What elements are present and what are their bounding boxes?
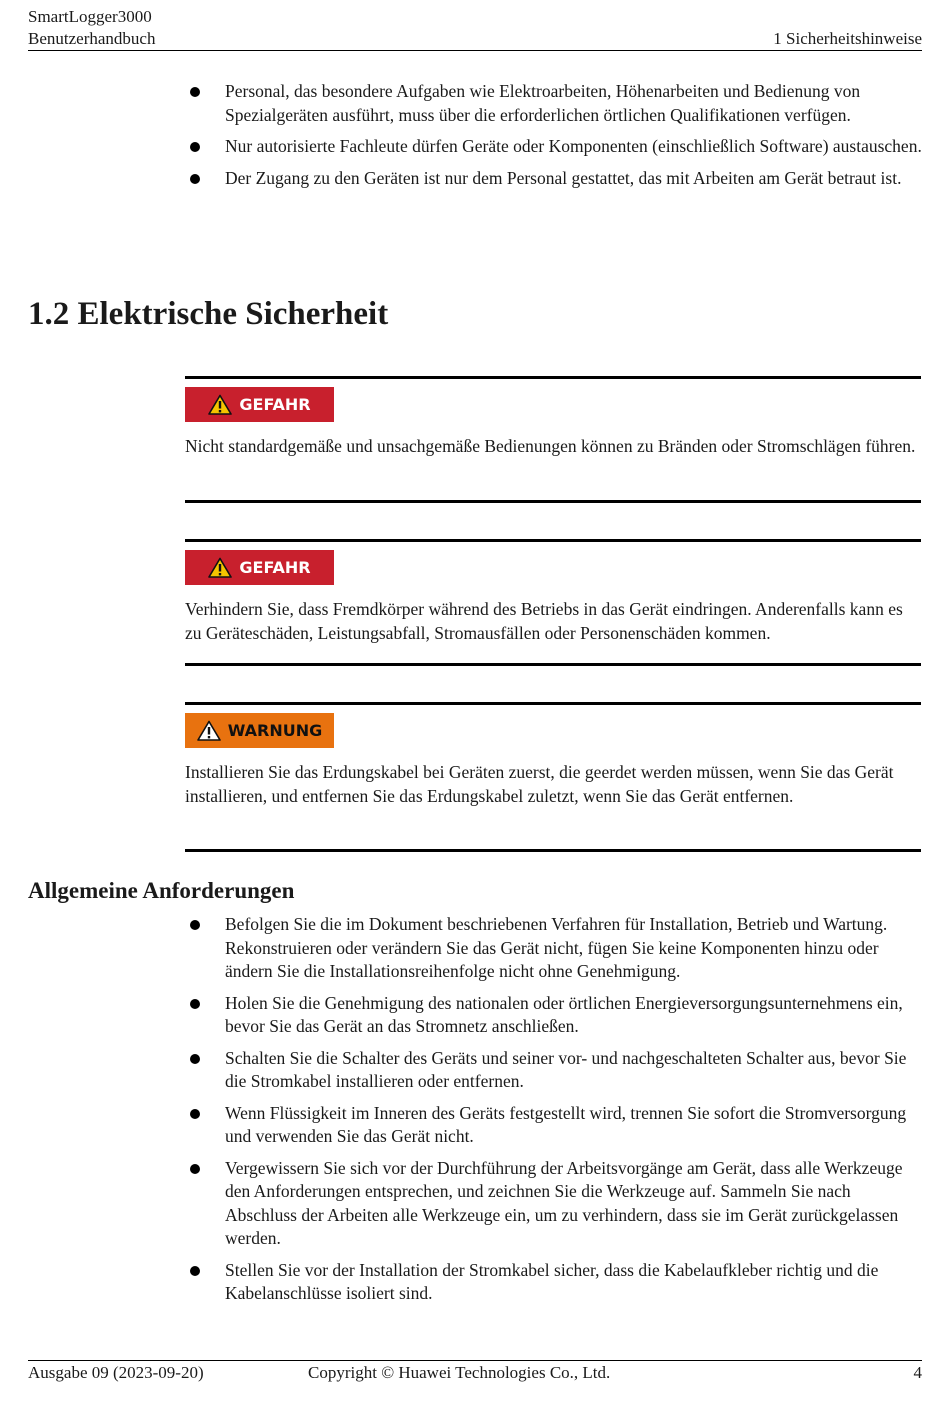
danger-notice <box>185 376 921 503</box>
footer-edition: Ausgabe 09 (2023-09-20) <box>28 1363 204 1382</box>
notice-level: WARNUNG <box>227 721 323 740</box>
notice-text: Nicht standardgemäße und unsachgemäße Bedienungen können zu Bränden oder Stromschlägen führen. <box>185 436 916 456</box>
list-item: Nur autorisierte Fachleute dürfen Geräte oder Komponenten (einschließlich Software) austauschen. <box>185 135 925 159</box>
bullet-icon <box>190 1109 200 1119</box>
bullet-icon <box>190 142 200 152</box>
bullet-icon <box>190 174 200 184</box>
notice-level: GEFAHR <box>239 395 311 414</box>
list-item: Schalten Sie die Schalter des Geräts und seiner vor- und nachgeschalteten Schalter aus, bevor Sie die Stromkabel installieren oder entfernen. <box>185 1047 925 1094</box>
danger-badge <box>185 550 334 585</box>
intro-bullet-list <box>185 80 925 198</box>
warning-badge <box>185 713 334 748</box>
notice-level: GEFAHR <box>239 558 311 577</box>
warning-notice <box>185 702 921 852</box>
bullet-icon <box>190 920 200 930</box>
bullet-icon <box>190 1266 200 1276</box>
header-product: SmartLogger3000 <box>28 7 152 26</box>
danger-notice <box>185 539 921 666</box>
list-item: Der Zugang zu den Geräten ist nur dem Personal gestattet, das mit Arbeiten am Gerät betraut ist. <box>185 167 925 191</box>
list-item: Personal, das besondere Aufgaben wie Elektroarbeiten, Höhenarbeiten und Bedienung von Spezialgeräten ausführt, muss über die erforderlichen örtlichen Qualifikationen verfügen. <box>185 80 925 127</box>
footer-copyright: Copyright © Huawei Technologies Co., Ltd. <box>308 1363 611 1382</box>
notice-text: Installieren Sie das Erdungskabel bei Geräten zuerst, die geerdet werden müssen, wenn Sie das Gerät installieren, und entfernen Sie das Erdungskabel zuletzt, wenn Sie das Gerät entfernen. <box>185 762 894 806</box>
page-header <box>28 6 922 51</box>
list-item: Holen Sie die Genehmigung des nationalen oder örtlichen Energieversorgungsunternehmens ein, bevor Sie das Gerät an das Stromnetz anschließen. <box>185 992 925 1039</box>
bullet-icon <box>190 1054 200 1064</box>
header-doc-type: Benutzerhandbuch <box>28 29 156 48</box>
subsection-title: Allgemeine Anforderungen <box>28 878 295 903</box>
page-footer <box>28 1360 922 1391</box>
warning-triangle-icon <box>208 394 232 415</box>
danger-badge <box>185 387 334 422</box>
bullet-icon <box>190 87 200 97</box>
header-chapter: 1 Sicherheitshinweise <box>773 29 922 48</box>
list-item: Vergewissern Sie sich vor der Durchführung der Arbeitsvorgänge am Gerät, dass alle Werkzeuge den Anforderungen entsprechen, und zeichnen Sie die Werkzeuge auf. Sammeln Sie nach Abschluss der Arbeiten alle Werkzeuge ein, um zu verhindern, dass sie im Gerät zurückgelassen werden. <box>185 1157 925 1251</box>
list-item: Wenn Flüssigkeit im Inneren des Geräts festgestellt wird, trennen Sie sofort die Stromversorgung und verwenden Sie das Gerät nicht. <box>185 1102 925 1149</box>
bullet-icon <box>190 999 200 1009</box>
notice-text: Verhindern Sie, dass Fremdkörper während des Betriebs in das Gerät eindringen. Anderenfalls kann es zu Geräteschäden, Leistungsabfall, Stromausfällen oder Personenschäden kommen. <box>185 599 903 643</box>
list-item: Befolgen Sie die im Dokument beschriebenen Verfahren für Installation, Betrieb und Wartung. Rekonstruieren oder verändern Sie das Gerät nicht, fügen Sie keine Komponenten hinzu oder ändern Sie die Installationsreihenfolge nicht ohne Genehmigung. <box>185 913 925 984</box>
requirements-list <box>185 913 925 1314</box>
page-number: 4 <box>913 1363 922 1382</box>
bullet-icon <box>190 1164 200 1174</box>
list-item: Stellen Sie vor der Installation der Stromkabel sicher, dass die Kabelaufkleber richtig und die Kabelanschlüsse isoliert sind. <box>185 1259 925 1306</box>
warning-triangle-icon <box>208 557 232 578</box>
warning-triangle-icon <box>197 720 221 741</box>
section-title: 1.2 Elektrische Sicherheit <box>28 296 389 332</box>
